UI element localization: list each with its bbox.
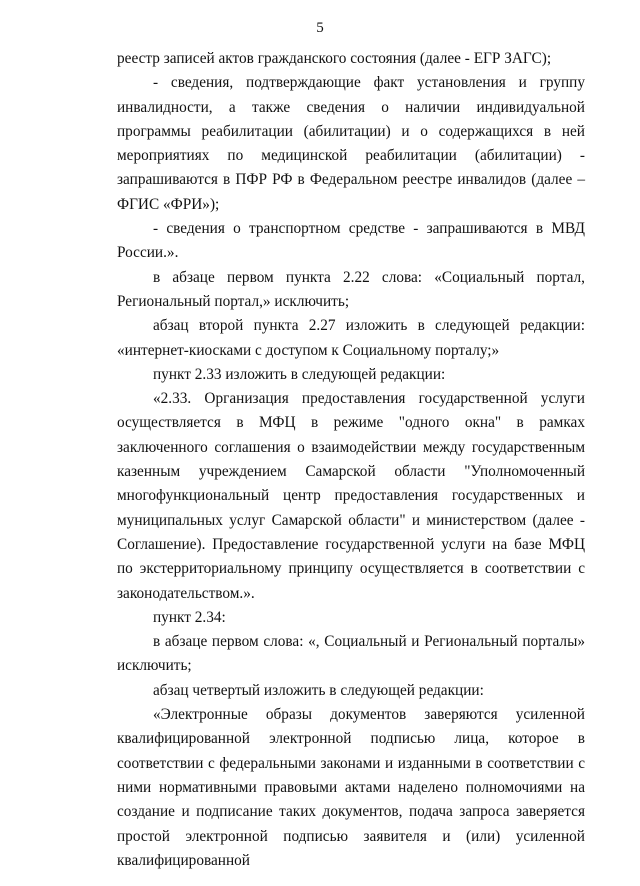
paragraph-clause-2-33-text: «2.33. Организация предоставления государственной услуги осуществляется в МФЦ в режиме "одного окна" в рамках заключенного соглашения о взаимодействии между государственным казенным учреждением Самарской области "Уполномоченный многофункциональный центр предоставления государственных и муниципальных услуг Самарской области" и министерством (далее - Соглашение). Предоставление государственной услуги на базе МФЦ по экстерриториальному принципу осуществляется в соответствии с законодательством.».: [117, 390, 585, 602]
paragraph-clause-2-33-intro: пункт 2.33 изложить в следующей редакции:: [153, 365, 446, 383]
paragraph-registry-continuation: реестр записей актов гражданского состояния (далее - ЕГР ЗАГС);: [117, 50, 552, 67]
document-body: [117, 47, 585, 873]
page-number: 5: [316, 20, 324, 36]
paragraph-clause-2-34-intro: пункт 2.34:: [153, 608, 226, 626]
paragraph-clause-2-22: в абзаце первом пункта 2.22 слова: «Социальный портал, Региональный портал,» исключить;: [117, 268, 585, 310]
paragraph-clause-2-27: абзац второй пункта 2.27 изложить в следующей редакции: «интернет-киосками с доступом к Социальному порталу;»: [117, 317, 585, 359]
paragraph-clause-2-34-fourth-intro: абзац четвертый изложить в следующей редакции:: [153, 681, 484, 699]
paragraph-disability-info: - сведения, подтверждающие факт установления и группу инвалидности, а также сведения о наличии индивидуальной программы реабилитации (абилитации) и о содержащихся в ней мероприятиях по медицинской реабилитации (абилитации) - запрашиваются в ПФР РФ в Федеральном реестре инвалидов (далее – ФГИС «ФРИ»);: [117, 74, 585, 213]
paragraph-electronic-documents: «Электронные образы документов заверяются усиленной квалифицированной электронной подписью лица, которое в соответствии с федеральными законами и изданными в соответствии с ними нормативными правовыми актами наделено полномочиями на создание и подписание таких документов, подача запроса заверяется простой электронной подписью заявителя и (или) усиленной квалифицированной: [117, 706, 585, 869]
paragraph-clause-2-34-first: в абзаце первом слова: «, Социальный и Региональный порталы» исключить;: [117, 633, 585, 675]
paragraph-vehicle-info: - сведения о транспортном средстве - запрашиваются в МВД России.».: [117, 220, 585, 262]
